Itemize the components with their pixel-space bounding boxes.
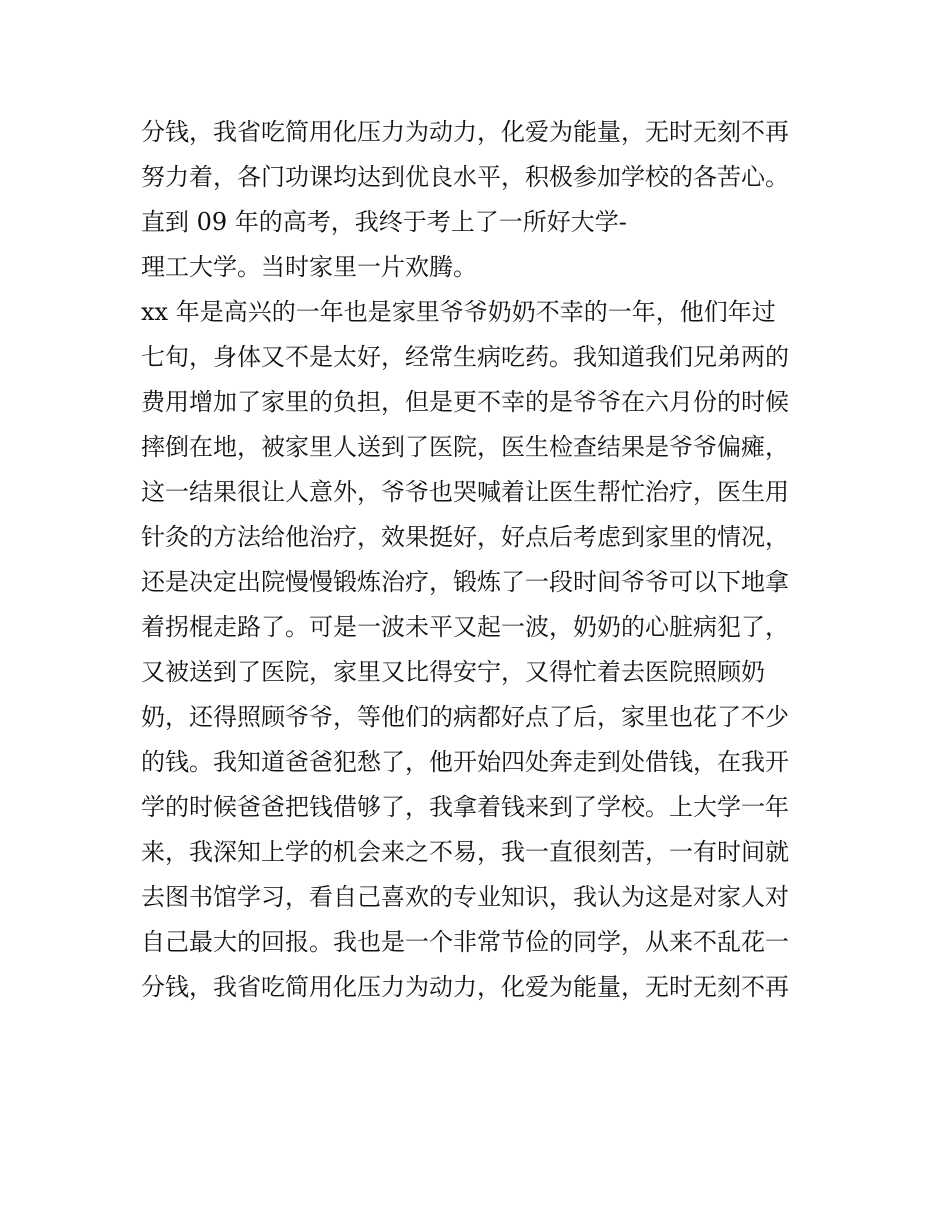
text-line: 的钱。我知道爸爸犯愁了，他开始四处奔走到处借钱，在我开: [141, 748, 789, 776]
text-line: 自己最大的回报。我也是一个非常节俭的同学，从来不乱花一: [141, 928, 789, 956]
text-line: 学的时候爸爸把钱借够了，我拿着钱来到了学校。上大学一年: [141, 793, 789, 821]
text-line: 又被送到了医院，家里又比得安宁，又得忙着去医院照顾奶: [141, 658, 765, 686]
text-line: 费用增加了家里的负担，但是更不幸的是爷爷在六月份的时候: [141, 388, 789, 416]
text-line: 分钱，我省吃简用化压力为动力，化爱为能量，无时无刻不再: [141, 973, 789, 1001]
text-line: 摔倒在地，被家里人送到了医院，医生检查结果是爷爷偏瘫，: [141, 433, 789, 461]
text-line: 努力着，各门功课均达到优良水平，积极参加学校的各苦心。: [141, 163, 789, 191]
text-line: 来，我深知上学的机会来之不易，我一直很刻苦，一有时间就: [141, 838, 789, 866]
text-line: 七旬，身体又不是太好，经常生病吃药。我知道我们兄弟两的: [141, 343, 789, 371]
text-line: 直到 09 年的高考，我终于考上了一所好大学-: [141, 208, 627, 236]
text-line: 针灸的方法给他治疗，效果挺好，好点后考虑到家里的情况，: [141, 523, 789, 551]
body-text: [141, 110, 841, 1010]
text-line: 奶，还得照顾爷爷，等他们的病都好点了后，家里也花了不少: [141, 703, 789, 731]
text-line: 还是决定出院慢慢锻炼治疗，锻炼了一段时间爷爷可以下地拿: [141, 568, 789, 596]
text-line: xx 年是高兴的一年也是家里爷爷奶奶不幸的一年，他们年过: [141, 298, 776, 326]
text-line: 分钱，我省吃简用化压力为动力，化爱为能量，无时无刻不再: [141, 118, 789, 146]
text-line: 着拐棍走路了。可是一波未平又起一波，奶奶的心脏病犯了，: [141, 613, 789, 641]
text-line: 这一结果很让人意外，爷爷也哭喊着让医生帮忙治疗，医生用: [141, 478, 789, 506]
text-line: 理工大学。当时家里一片欢腾。: [141, 253, 477, 281]
text-line: 去图书馆学习，看自己喜欢的专业知识，我认为这是对家人对: [141, 883, 789, 911]
